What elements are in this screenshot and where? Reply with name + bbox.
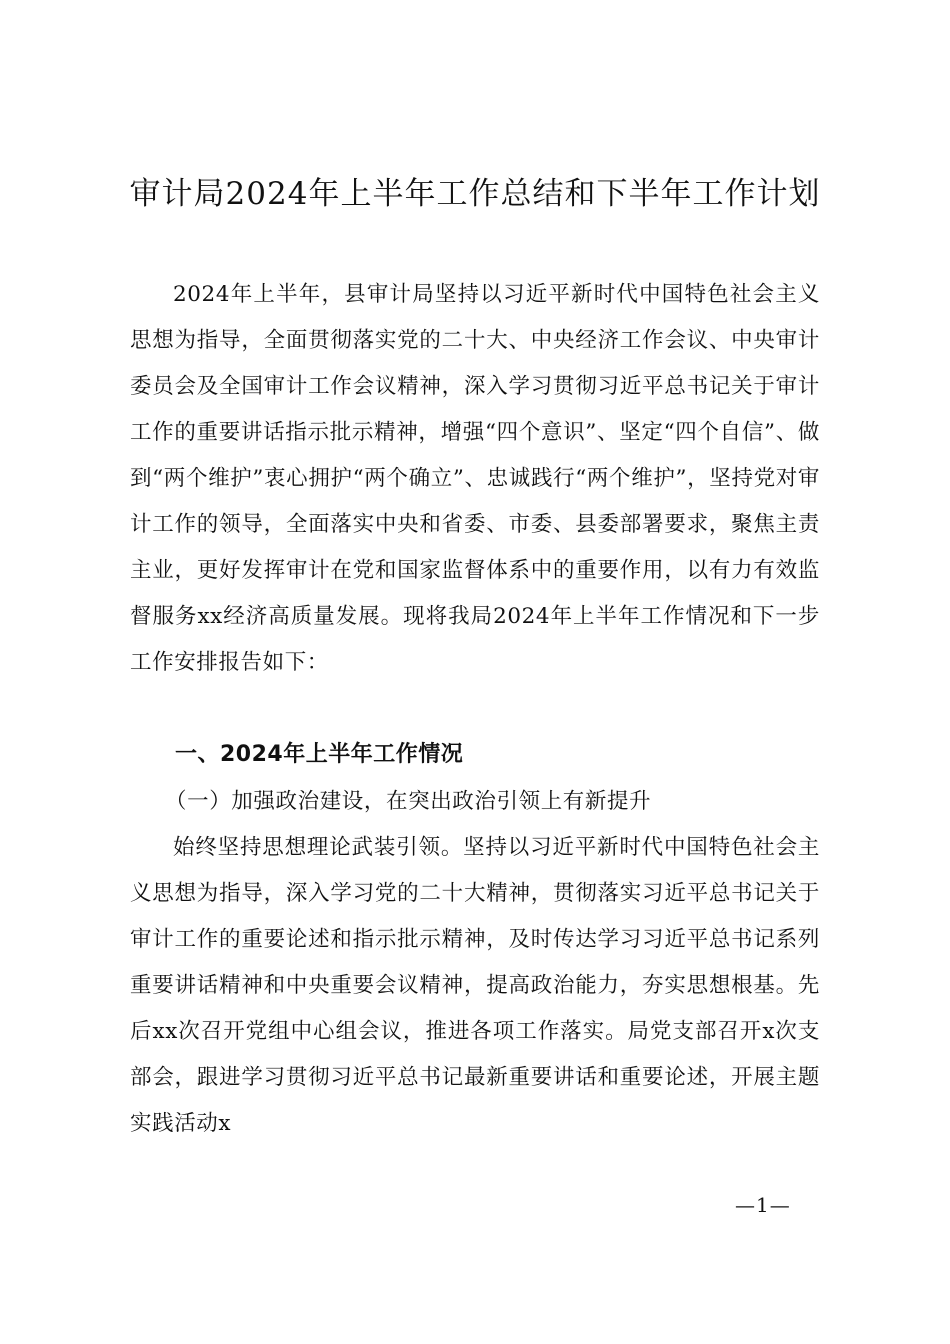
- intro-paragraph: 2024年上半年，县审计局坚持以习近平新时代中国特色社会主义思想为指导，全面贯彻落实党的二十大、中央经济工作会议、中央审计委员会及全国审计工作会议精神，深入学习贯彻习近平总书记关于审计工作的重要讲话指示批示精神，增强“四个意识”、坚定“四个自信”、做到“两个维护”衷心拥护“两个确立”、忠诚践行“两个维护”，坚持党对审计工作的领导，全面落实中央和省委、市委、县委部署要求，聚焦主责主业，更好发挥审计在党和国家监督体系中的重要作用，以有力有效监督服务xx经济高质量发展。现将我局2024年上半年工作情况和下一步工作安排报告如下：: [130, 282, 820, 675]
- section-paragraph: 始终坚持思想理论武装引领。坚持以习近平新时代中国特色社会主义思想为指导，深入学习党的二十大精神，贯彻落实习近平总书记关于审计工作的重要论述和指示批示精神，及时传达学习习近平总书记系列重要讲话精神和中央重要会议精神，提高政治能力，夯实思想根基。先后xx次召开党组中心组会议，推进各项工作落实。局党支部召开x次支部会，跟进学习贯彻习近平总书记最新重要讲话和重要论述，开展主题实践活动x: [130, 835, 820, 1136]
- document-title: 审计局2024年上半年工作总结和下半年工作计划: [129, 176, 821, 212]
- section-heading: 一、2024年上半年工作情况: [175, 742, 464, 767]
- page-number: —1—: [735, 1193, 791, 1217]
- subsection-heading: （一）加强政治建设，在突出政治引领上有新提升: [165, 789, 652, 814]
